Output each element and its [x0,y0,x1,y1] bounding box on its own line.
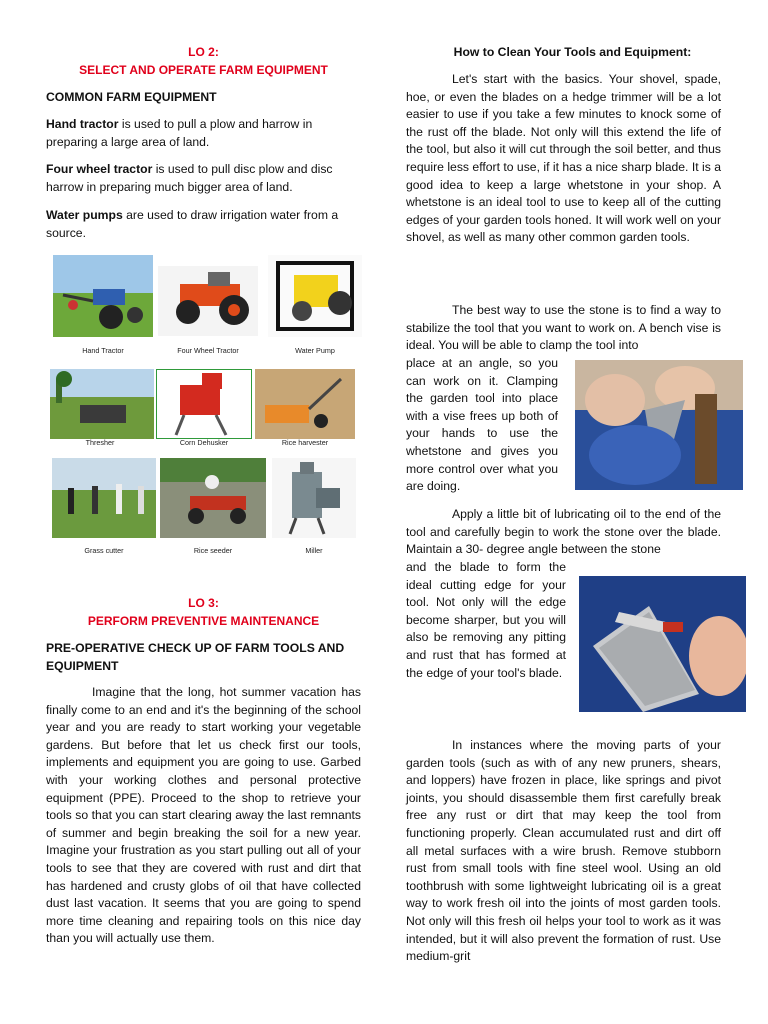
sharpening-stone-photo [579,576,746,712]
corn-dehusker-photo [156,369,252,439]
hand-tractor-desc [46,116,361,151]
desc-text: is used to pull disc plow and disc harrow in preparing much bigger area of land. [46,162,333,194]
lo2-title: SELECT AND OPERATE FARM EQUIPMENT [79,63,328,77]
caption: Hand Tractor [82,346,124,355]
caption: Rice seeder [193,546,233,555]
clean-paragraph-1: Let's start with the basics. Your shovel, spade, hoe, or even the blades on a hedge trimmer will be a lot easier to use if you take a few minutes to knock some of the rust off the blade. Not only will this extend the life of the tool, but also it will cut through the soil better, and thus require less effort to use, if it has a nice sharp blade. It is a good idea to keep a large whetstone in your shop. A whetstone is an ideal tool to use to keep all of the cutting edges of your garden tools honed. It will work well on your shovel, as well as many other common garden tools. [406,72,721,245]
caption: Water Pump [295,346,335,355]
lo3-header [46,594,361,630]
rice-harvester-photo [255,369,355,439]
pre-operative-heading: PRE-OPERATIVE CHECK UP OF FARM TOOLS AND EQUIPMENT [46,641,345,673]
lo3-number: LO 3: [188,596,219,610]
clean-paragraph-4: In instances where the moving parts of your garden tools (such as with of any new pruners, shears, and loppers) have frozen in place, like springs and pivot joints, you should disassemble them first carefully break free any rust or dirt that may keep the tool from functioning properly. Clean accumulated rust and dirt off all metal surfaces with a wire brush. Remove stubborn rust from small tools with fine steel wool. Using an old toothbrush with some lightweight lubricating oil is a great way to work fresh oil into the joints of most garden tools. Not only will this fresh oil helps your tool to work as it was intended, but it will also prevent the formation of rust. Use medium-grit [406,738,721,964]
lo3-title: PERFORM PREVENTIVE MAINTENANCE [87,614,320,628]
lo3-paragraph: Imagine that the long, hot summer vacation has finally come to an end and it's the beginning of the school year and you are ready to start working your vegetable gardens. But before that let us check first our tools, implements and equipment you are going to use. Garbed with your working clothes and personal protective equipment (PPE). Proceed to the shop to retrieve your tools so that you can start clearing away the last remnants of summer and begin breaking the soil for a new year. Imagine your frustration as you start pulling out all of your tools to see that they are covered with rust and dirt that has hardened and crusty globs of oil that have collected dust last vacation. It seems that you are going to spend more time cleaning and repairing tools on this nice day than you will actually use them. [46,685,361,946]
caption: Thresher [85,438,115,447]
four-wheel-tractor-desc [46,161,361,196]
desc-text: are used to draw irrigation water from a source. [46,208,339,240]
rice-seeder-photo [160,458,266,538]
caption: Grass cutter [84,546,124,555]
clean-paragraph-2-side: place at an angle, so you can work on it. Clamping the garden tool into place with a vise frees up both of your hands to use the whetstone and gives you more control over what you are doing. [406,356,558,494]
miller-photo [272,458,356,538]
term: Water pumps [46,208,123,222]
clean-tools-heading: How to Clean Your Tools and Equipment: [453,45,692,59]
caption: Rice harvester [281,438,329,447]
hand-tractor-photo [53,255,153,337]
desc-text: is used to pull a plow and harrow in preparing a large area of land. [46,117,313,149]
thresher-photo [50,369,154,439]
term: Hand tractor [46,117,119,131]
caption: Corn Dehusker [179,438,229,447]
four-wheel-tractor-photo [158,266,258,336]
lo2-number: LO 2: [188,45,219,59]
clean-paragraph-2-top: The best way to use the stone is to find a way to stabilize the tool that you want to work on. A bench vise is ideal. You will be able to clamp the tool into [406,303,721,353]
caption: Four Wheel Tractor [177,346,239,355]
lo2-header [46,43,361,79]
grass-cutter-photo [52,458,156,538]
common-equipment-heading: COMMON FARM EQUIPMENT [46,90,217,104]
clean-paragraph-3-side: and the blade to form the ideal cutting edge for your tool. Not only will the edge become sharper, but you will also be removing any pitting and rust that has formed at the edge of your tool's blade. [406,560,566,680]
clean-paragraph-3-top: Apply a little bit of lubricating oil to the end of the tool and carefully begin to work the stone over the blade. Maintain a 30- degree angle between the stone [406,507,721,557]
water-pump-desc [46,207,361,242]
equipment-photo-grid [50,252,362,562]
term: Four wheel tractor [46,162,153,176]
water-pump-photo [268,255,362,337]
caption: Miller [305,546,323,555]
vise-clamping-photo [575,360,743,490]
